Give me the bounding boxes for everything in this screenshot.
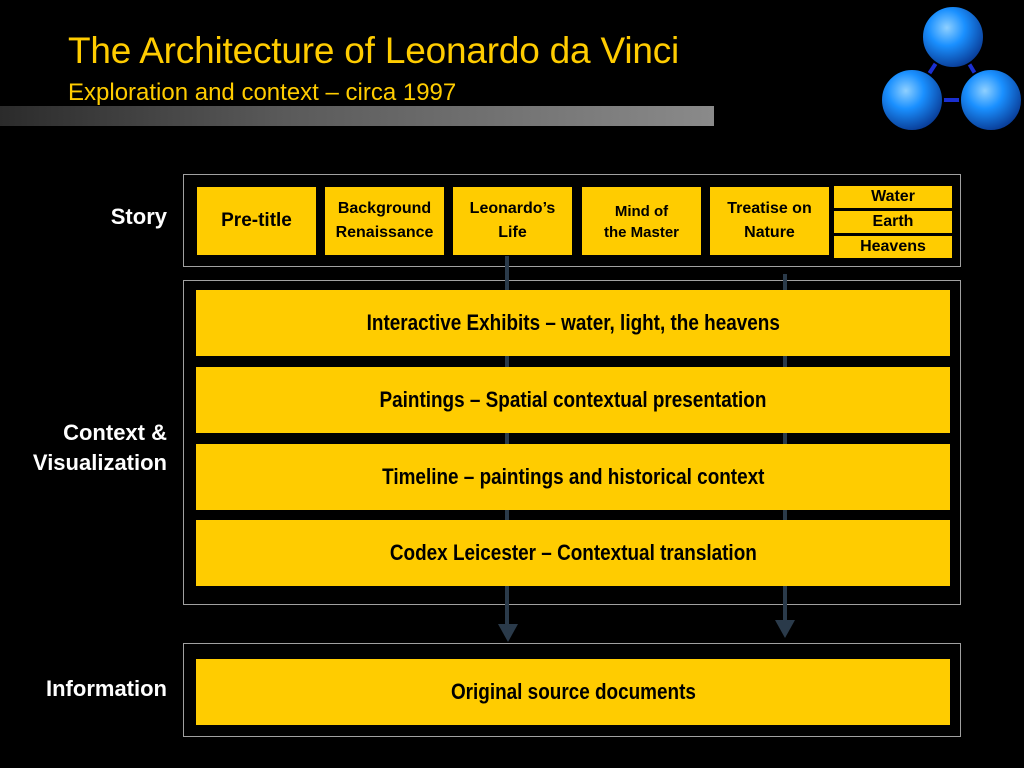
row-label-information: Information [46, 676, 167, 701]
story-box-pre-title-label: Pre-title [221, 210, 292, 231]
story-box-leonardos-life-line2: Life [498, 224, 527, 241]
context-box-timeline [196, 444, 950, 510]
slide-title: The Architecture of Leonardo da Vinci [68, 30, 680, 71]
story-box-mind-line1: Mind of [614, 203, 669, 220]
context-box-timeline-label: Timeline – paintings and historical context [381, 464, 765, 489]
context-box-paintings-label: Paintings – Spatial contextual presentation [379, 387, 767, 412]
story-box-treatise-line1: Treatise on [727, 200, 812, 217]
row-label-story: Story [110, 204, 167, 229]
story-box-mind-line2: the Master [603, 224, 680, 241]
arrowhead-left [498, 624, 518, 642]
context-box-interactive-exhibits [196, 290, 950, 356]
context-box-paintings [196, 367, 950, 433]
story-box-background-line2: Renaissance [335, 224, 434, 241]
information-box-label: Original source documents [450, 679, 696, 704]
nature-stack-heavens: Heavens [833, 235, 953, 259]
nature-stack-water: Water [833, 185, 953, 209]
story-box-pre-title [197, 187, 316, 255]
information-box-source-documents [196, 659, 950, 725]
context-box-codex-label: Codex Leicester – Contextual translation [389, 540, 757, 565]
story-box-leonardos-life [453, 187, 572, 255]
story-box-mind-of-master [582, 187, 701, 255]
nature-stack-earth: Earth [833, 210, 953, 234]
row-label-context-line1: Context & [63, 420, 167, 445]
context-box-codex [196, 520, 950, 586]
row-label-context-line2: Visualization [32, 450, 167, 475]
slide-subtitle: Exploration and context – circa 1997 [68, 79, 457, 106]
story-box-leonardos-life-line1: Leonardo’s [469, 200, 556, 217]
story-box-background-line1: Background [337, 200, 432, 217]
story-box-treatise-line2: Nature [744, 224, 795, 241]
context-box-interactive-exhibits-label: Interactive Exhibits – water, light, the heavens [366, 310, 780, 335]
story-box-treatise [710, 187, 829, 255]
story-box-background [325, 187, 444, 255]
arrowhead-right [775, 620, 795, 638]
